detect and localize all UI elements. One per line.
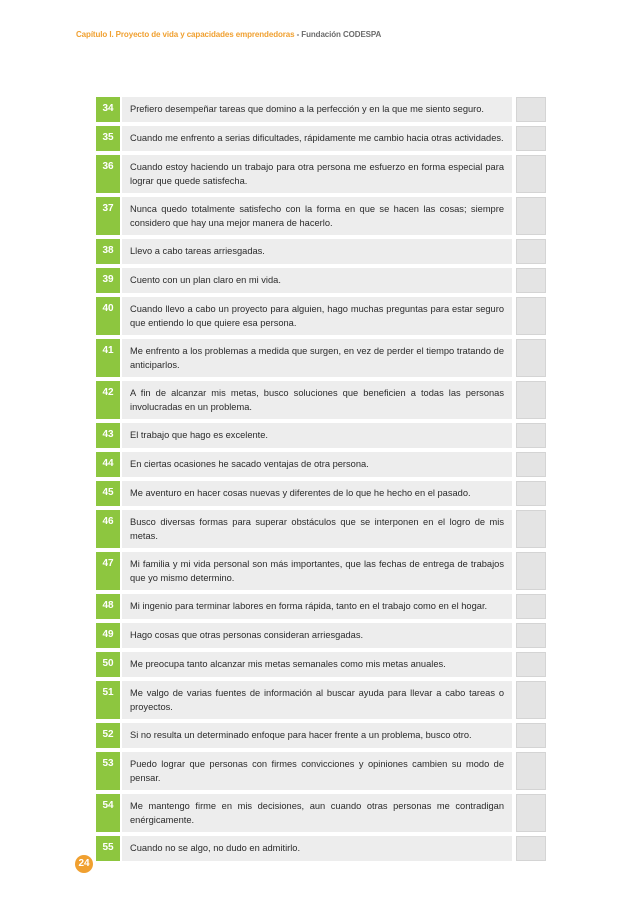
- question-row: [96, 268, 548, 293]
- question-text: Cuando me enfrento a serias dificultades, rápidamente me cambio hacia otras actividades.: [122, 126, 512, 151]
- organization-name: Fundación CODESPA: [301, 30, 382, 39]
- question-text: Cuando llevo a cabo un proyecto para alguien, hago muchas preguntas para estar seguro que entiendo lo que quiere esa persona.: [122, 297, 512, 335]
- question-number: 51: [96, 681, 120, 719]
- question-row: [96, 594, 548, 619]
- question-row: [96, 836, 548, 861]
- question-row: [96, 510, 548, 548]
- question-number: 34: [96, 97, 120, 122]
- question-text: Cuento con un plan claro en mi vida.: [122, 268, 512, 293]
- question-number: 41: [96, 339, 120, 377]
- answer-cell[interactable]: [516, 239, 546, 264]
- question-row: [96, 752, 548, 790]
- answer-cell[interactable]: [516, 339, 546, 377]
- question-number: 39: [96, 268, 120, 293]
- question-text: Mi familia y mi vida personal son más importantes, que las fechas de entrega de trabajos que yo mismo determino.: [122, 552, 512, 590]
- answer-cell[interactable]: [516, 623, 546, 648]
- answer-cell[interactable]: [516, 452, 546, 477]
- question-row: [96, 239, 548, 264]
- question-text: Cuando estoy haciendo un trabajo para otra persona me esfuerzo en forma especial para lograr que quede satisfecha.: [122, 155, 512, 193]
- chapter-title: Capítulo I. Proyecto de vida y capacidades emprendedoras: [76, 30, 295, 39]
- question-row: [96, 339, 548, 377]
- question-number: 38: [96, 239, 120, 264]
- answer-cell[interactable]: [516, 197, 546, 235]
- question-text: Mi ingenio para terminar labores en forma rápida, tanto en el trabajo como en el hogar.: [122, 594, 512, 619]
- answer-cell[interactable]: [516, 652, 546, 677]
- answer-cell[interactable]: [516, 723, 546, 748]
- question-row: [96, 197, 548, 235]
- answer-cell[interactable]: [516, 381, 546, 419]
- question-row: [96, 126, 548, 151]
- answer-cell[interactable]: [516, 297, 546, 335]
- answer-cell[interactable]: [516, 126, 546, 151]
- question-text: En ciertas ocasiones he sacado ventajas de otra persona.: [122, 452, 512, 477]
- question-row: [96, 794, 548, 832]
- question-row: [96, 552, 548, 590]
- question-number: 42: [96, 381, 120, 419]
- answer-cell[interactable]: [516, 481, 546, 506]
- answer-cell[interactable]: [516, 836, 546, 861]
- answer-cell[interactable]: [516, 97, 546, 122]
- answer-cell[interactable]: [516, 681, 546, 719]
- question-row: [96, 452, 548, 477]
- answer-cell[interactable]: [516, 423, 546, 448]
- question-text: A fin de alcanzar mis metas, busco soluciones que beneficien a todas las personas involucradas en un problema.: [122, 381, 512, 419]
- question-row: [96, 652, 548, 677]
- question-text: Hago cosas que otras personas consideran arriesgadas.: [122, 623, 512, 648]
- questionnaire-table: [96, 97, 548, 865]
- question-number: 35: [96, 126, 120, 151]
- question-text: Si no resulta un determinado enfoque para hacer frente a un problema, busco otro.: [122, 723, 512, 748]
- question-text: Puedo lograr que personas con firmes convicciones y opiniones cambien su modo de pensar.: [122, 752, 512, 790]
- question-text: Me mantengo firme en mis decisiones, aun cuando otras personas me contradigan enérgicamente.: [122, 794, 512, 832]
- header-separator: -: [294, 30, 302, 39]
- question-row: [96, 681, 548, 719]
- question-text: Llevo a cabo tareas arriesgadas.: [122, 239, 512, 264]
- answer-cell[interactable]: [516, 510, 546, 548]
- question-text: Me valgo de varias fuentes de información al buscar ayuda para llevar a cabo tareas o proyectos.: [122, 681, 512, 719]
- question-number: 46: [96, 510, 120, 548]
- question-number: 48: [96, 594, 120, 619]
- question-number: 43: [96, 423, 120, 448]
- question-text: Busco diversas formas para superar obstáculos que se interponen en el logro de mis metas.: [122, 510, 512, 548]
- question-text: Nunca quedo totalmente satisfecho con la forma en que se hacen las cosas; siempre considero que hay una mejor manera de hacerlo.: [122, 197, 512, 235]
- question-number: 47: [96, 552, 120, 590]
- question-number: 44: [96, 452, 120, 477]
- answer-cell[interactable]: [516, 752, 546, 790]
- question-number: 55: [96, 836, 120, 861]
- question-row: [96, 381, 548, 419]
- answer-cell[interactable]: [516, 794, 546, 832]
- question-text: Me aventuro en hacer cosas nuevas y diferentes de lo que he hecho en el pasado.: [122, 481, 512, 506]
- question-text: El trabajo que hago es excelente.: [122, 423, 512, 448]
- question-number: 53: [96, 752, 120, 790]
- question-row: [96, 623, 548, 648]
- question-text: Me preocupa tanto alcanzar mis metas semanales como mis metas anuales.: [122, 652, 512, 677]
- running-header: [76, 30, 381, 39]
- question-text: Cuando no se algo, no dudo en admitirlo.: [122, 836, 512, 861]
- answer-cell[interactable]: [516, 594, 546, 619]
- answer-cell[interactable]: [516, 552, 546, 590]
- question-row: [96, 155, 548, 193]
- question-number: 49: [96, 623, 120, 648]
- page-number-badge: 24: [75, 855, 93, 873]
- question-row: [96, 481, 548, 506]
- question-row: [96, 97, 548, 122]
- question-number: 36: [96, 155, 120, 193]
- question-text: Prefiero desempeñar tareas que domino a la perfección y en la que me siento seguro.: [122, 97, 512, 122]
- answer-cell[interactable]: [516, 268, 546, 293]
- question-row: [96, 723, 548, 748]
- question-number: 52: [96, 723, 120, 748]
- question-text: Me enfrento a los problemas a medida que surgen, en vez de perder el tiempo tratando de anticiparlos.: [122, 339, 512, 377]
- question-row: [96, 297, 548, 335]
- question-row: [96, 423, 548, 448]
- question-number: 45: [96, 481, 120, 506]
- question-number: 54: [96, 794, 120, 832]
- question-number: 37: [96, 197, 120, 235]
- question-number: 40: [96, 297, 120, 335]
- question-number: 50: [96, 652, 120, 677]
- answer-cell[interactable]: [516, 155, 546, 193]
